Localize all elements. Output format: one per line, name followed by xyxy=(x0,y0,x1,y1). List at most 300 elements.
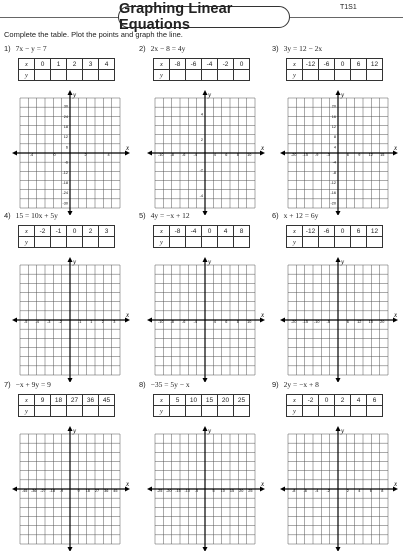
x-tick-label: 10 xyxy=(247,153,252,157)
y-value-cell[interactable] xyxy=(367,237,383,248)
x-tick-label: -6 xyxy=(182,153,186,157)
x-value-cell: -8 xyxy=(170,59,186,70)
y-arrow-down-icon xyxy=(203,547,208,551)
problem-label xyxy=(139,211,265,221)
y-axis-label: y xyxy=(73,258,77,266)
problem-8 xyxy=(139,380,265,493)
value-table xyxy=(153,394,250,417)
table-header-y: y xyxy=(19,237,35,248)
x-tick-label: -27 xyxy=(40,489,46,493)
y-tick-label: -16 xyxy=(330,191,336,196)
table-header-y: y xyxy=(154,237,170,248)
value-table xyxy=(286,225,383,248)
table-header-x: x xyxy=(19,226,35,237)
x-tick-label: 2 xyxy=(101,320,104,324)
x-tick-label: -6 xyxy=(182,320,186,324)
x-tick-label: -2 xyxy=(58,320,62,324)
problem-label xyxy=(4,211,130,221)
value-table xyxy=(18,58,115,81)
x-tick-label: 15 xyxy=(368,320,373,324)
problem-number: 7) xyxy=(4,380,11,389)
y-value-cell[interactable] xyxy=(99,70,115,81)
x-tick-label: 6 xyxy=(346,153,349,157)
x-arrow-left-icon xyxy=(147,318,152,323)
x-value-cell: 0 xyxy=(234,59,250,70)
x-value-cell: 36 xyxy=(83,395,99,406)
y-tick-label: -24 xyxy=(62,191,68,196)
y-value-cell[interactable] xyxy=(319,70,335,81)
problem-label xyxy=(4,44,130,54)
x-value-cell: 15 xyxy=(202,395,218,406)
x-tick-label: 8 xyxy=(236,153,239,157)
coordinate-grid[interactable] xyxy=(4,90,130,215)
y-tick-label: 24 xyxy=(63,114,68,119)
x-value-cell: 1 xyxy=(51,59,67,70)
table-header-y: y xyxy=(154,406,170,417)
x-axis-label: x xyxy=(261,144,265,152)
x-value-cell: 2 xyxy=(335,395,351,406)
x-arrow-left-icon xyxy=(12,487,17,492)
x-value-cell: -12 xyxy=(303,226,319,237)
y-arrow-up-icon xyxy=(336,90,341,95)
equation: −35 = 5y − x xyxy=(150,380,190,389)
value-table xyxy=(153,225,250,248)
value-table xyxy=(286,58,383,81)
x-tick-label: -10 xyxy=(158,153,164,157)
x-axis-label: x xyxy=(394,311,398,319)
x-value-cell: 0 xyxy=(202,226,218,237)
y-tick-label: 8 xyxy=(333,135,336,140)
x-tick-label: -5 xyxy=(326,320,330,324)
x-tick-label: -25 xyxy=(156,489,163,493)
problem-5 xyxy=(139,211,265,324)
equation: 2x − 8 = 4y xyxy=(150,44,186,53)
y-tick-label: -30 xyxy=(62,201,68,206)
y-arrow-up-icon xyxy=(203,257,208,262)
table-header-x: x xyxy=(154,226,170,237)
x-value-cell: 10 xyxy=(186,395,202,406)
x-value-cell: 2 xyxy=(83,226,99,237)
worksheet-code: T1S1 xyxy=(340,4,357,11)
x-axis-label: x xyxy=(126,311,130,319)
x-axis-label: x xyxy=(394,480,398,488)
x-tick-label: -5 xyxy=(194,489,199,493)
y-axis-label: y xyxy=(341,258,345,266)
y-value-cell[interactable] xyxy=(83,406,99,417)
y-value-cell[interactable] xyxy=(35,237,51,248)
y-value-cell[interactable] xyxy=(351,70,367,81)
x-tick-label: 10 xyxy=(220,489,225,493)
y-arrow-up-icon xyxy=(68,257,73,262)
x-tick-label: -45 xyxy=(21,489,28,493)
problem-label xyxy=(272,380,398,390)
value-table xyxy=(18,394,115,417)
y-value-cell[interactable] xyxy=(202,237,218,248)
table-header-x: x xyxy=(287,226,303,237)
x-tick-label: -9 xyxy=(315,153,319,157)
y-tick-label: 6 xyxy=(65,145,68,150)
x-arrow-left-icon xyxy=(147,487,152,492)
y-value-cell[interactable] xyxy=(170,237,186,248)
y-tick-label: -6 xyxy=(64,160,68,165)
y-value-cell[interactable] xyxy=(218,70,234,81)
problem-number: 8) xyxy=(139,380,146,389)
y-tick-label: 18 xyxy=(63,125,68,129)
x-tick-label: 6 xyxy=(225,320,228,324)
x-tick-label: -4 xyxy=(29,153,34,157)
y-tick-label: -8 xyxy=(332,170,336,175)
y-value-cell[interactable] xyxy=(351,237,367,248)
table-header-y: y xyxy=(154,70,170,81)
x-tick-label: 45 xyxy=(113,489,118,493)
y-axis-label: y xyxy=(73,91,77,99)
table-header-x: x xyxy=(154,59,170,70)
y-value-cell[interactable] xyxy=(51,406,67,417)
x-tick-label: -2 xyxy=(326,489,330,493)
x-value-cell: 4 xyxy=(218,226,234,237)
x-value-cell: 9 xyxy=(35,395,51,406)
y-axis-label: y xyxy=(73,427,77,435)
problem-label xyxy=(4,380,130,390)
y-value-cell[interactable] xyxy=(51,237,67,248)
x-value-cell: 18 xyxy=(51,395,67,406)
x-tick-label: -8 xyxy=(170,153,174,157)
x-value-cell: -6 xyxy=(319,59,335,70)
x-tick-label: -8 xyxy=(292,489,296,493)
table-header-x: x xyxy=(154,395,170,406)
equation: 2y = −x + 8 xyxy=(283,380,319,389)
y-value-cell[interactable] xyxy=(218,237,234,248)
y-tick-label: 2 xyxy=(200,137,203,142)
x-tick-label: -4 xyxy=(193,320,197,324)
y-value-cell[interactable] xyxy=(35,406,51,417)
x-tick-label: 9 xyxy=(77,489,80,493)
y-value-cell[interactable] xyxy=(67,70,83,81)
x-tick-label: -15 xyxy=(302,320,308,324)
y-tick-label: -2 xyxy=(199,168,203,173)
problem-number: 9) xyxy=(272,380,279,389)
equation: 15 = 10x + 5y xyxy=(15,211,58,220)
problem-number: 4) xyxy=(4,211,11,220)
y-value-cell[interactable] xyxy=(335,70,351,81)
y-arrow-up-icon xyxy=(203,426,208,431)
y-tick-label: 4 xyxy=(200,112,203,117)
y-arrow-up-icon xyxy=(68,426,73,431)
y-value-cell[interactable] xyxy=(367,406,383,417)
coordinate-grid[interactable] xyxy=(272,426,398,551)
table-header-y: y xyxy=(19,70,35,81)
table-header-y: y xyxy=(287,406,303,417)
page-title: Graphing Linear Equations xyxy=(119,1,233,33)
instructions: Complete the table. Plot the points and graph the line. xyxy=(4,30,183,39)
x-tick-label: 10 xyxy=(247,320,252,324)
y-axis-label: y xyxy=(341,427,345,435)
header-rule-left xyxy=(0,17,118,18)
y-value-cell[interactable] xyxy=(83,70,99,81)
x-tick-label: 4 xyxy=(213,320,216,324)
x-axis-label: x xyxy=(126,144,130,152)
x-value-cell: 0 xyxy=(67,226,83,237)
y-tick-label: 20 xyxy=(331,104,336,109)
x-tick-label: 27 xyxy=(94,489,100,493)
problem-number: 3) xyxy=(272,44,279,53)
x-tick-label: -3 xyxy=(47,320,51,324)
x-tick-label: -4 xyxy=(193,153,197,157)
problem-7 xyxy=(4,380,130,493)
x-value-cell: -1 xyxy=(51,226,67,237)
x-tick-label: -4 xyxy=(35,320,39,324)
x-arrow-left-icon xyxy=(147,151,152,156)
y-value-cell[interactable] xyxy=(202,406,218,417)
value-table xyxy=(153,58,250,81)
coordinate-grid[interactable] xyxy=(272,90,398,215)
problem-label xyxy=(272,211,398,221)
x-value-cell: 4 xyxy=(99,59,115,70)
y-value-cell[interactable] xyxy=(186,237,202,248)
y-value-cell[interactable] xyxy=(170,406,186,417)
x-tick-label: -10 xyxy=(314,320,320,324)
x-arrow-left-icon xyxy=(280,151,285,156)
y-value-cell[interactable] xyxy=(351,406,367,417)
problem-number: 6) xyxy=(272,211,279,220)
x-value-cell: 25 xyxy=(234,395,250,406)
y-value-cell[interactable] xyxy=(67,406,83,417)
x-tick-label: 9 xyxy=(358,153,361,157)
table-header-x: x xyxy=(287,395,303,406)
y-value-cell[interactable] xyxy=(51,70,67,81)
y-value-cell[interactable] xyxy=(303,70,319,81)
table-header-x: x xyxy=(287,59,303,70)
problem-label xyxy=(139,44,265,54)
y-value-cell[interactable] xyxy=(367,70,383,81)
x-tick-label: 12 xyxy=(357,320,362,324)
y-tick-label: -18 xyxy=(62,181,68,185)
x-tick-label: 36 xyxy=(104,489,109,493)
coordinate-grid[interactable] xyxy=(272,257,398,382)
problem-4 xyxy=(4,211,130,324)
y-arrow-up-icon xyxy=(336,257,341,262)
x-tick-label: -15 xyxy=(175,489,181,493)
y-tick-label: 4 xyxy=(333,145,336,150)
x-value-cell: 8 xyxy=(234,226,250,237)
y-value-cell[interactable] xyxy=(335,237,351,248)
x-tick-label: -10 xyxy=(184,489,190,493)
x-tick-label: 20 xyxy=(239,489,244,493)
table-header-y: y xyxy=(287,70,303,81)
y-axis-label: y xyxy=(341,91,345,99)
x-value-cell: 6 xyxy=(367,395,383,406)
y-value-cell[interactable] xyxy=(186,70,202,81)
table-header-y: y xyxy=(19,406,35,417)
x-tick-label: 2 xyxy=(84,153,87,157)
table-header-y: y xyxy=(287,237,303,248)
x-value-cell: 3 xyxy=(99,226,115,237)
y-value-cell[interactable] xyxy=(319,406,335,417)
x-arrow-left-icon xyxy=(280,318,285,323)
y-value-cell[interactable] xyxy=(202,70,218,81)
value-table xyxy=(286,394,383,417)
coordinate-grid[interactable] xyxy=(139,90,265,215)
x-tick-label: 0 xyxy=(53,153,56,157)
equation: 7x − y = 7 xyxy=(15,44,47,53)
y-tick-label: 16 xyxy=(331,114,336,119)
x-value-cell: 12 xyxy=(367,59,383,70)
x-tick-label: 2 xyxy=(346,489,349,493)
x-value-cell: 12 xyxy=(367,226,383,237)
x-value-cell: 3 xyxy=(83,59,99,70)
value-table xyxy=(18,225,115,248)
y-axis-label: y xyxy=(208,91,212,99)
x-tick-label: -20 xyxy=(291,320,297,324)
y-arrow-up-icon xyxy=(336,426,341,431)
y-value-cell[interactable] xyxy=(234,406,250,417)
x-tick-label: -10 xyxy=(158,320,164,324)
x-tick-label: 15 xyxy=(380,153,385,157)
coordinate-grid[interactable] xyxy=(139,426,265,551)
x-value-cell: -2 xyxy=(303,395,319,406)
x-value-cell: -4 xyxy=(202,59,218,70)
y-value-cell[interactable] xyxy=(170,70,186,81)
problem-9 xyxy=(272,380,398,493)
problem-label xyxy=(272,44,398,54)
x-tick-label: -5 xyxy=(24,320,28,324)
x-tick-label: 6 xyxy=(346,320,349,324)
x-axis-label: x xyxy=(261,480,265,488)
x-axis-label: x xyxy=(261,311,265,319)
y-tick-label: -12 xyxy=(62,170,68,175)
y-value-cell[interactable] xyxy=(319,237,335,248)
y-value-cell[interactable] xyxy=(35,70,51,81)
x-tick-label: -6 xyxy=(303,489,307,493)
y-axis-label: y xyxy=(208,258,212,266)
x-tick-label: 12 xyxy=(368,153,373,157)
y-value-cell[interactable] xyxy=(67,237,83,248)
x-tick-label: 5 xyxy=(212,489,215,493)
coordinate-grid[interactable] xyxy=(4,257,130,382)
x-value-cell: 4 xyxy=(351,395,367,406)
y-value-cell[interactable] xyxy=(99,237,115,248)
x-tick-label: 8 xyxy=(236,320,239,324)
problem-number: 5) xyxy=(139,211,146,220)
y-arrow-down-icon xyxy=(68,547,73,551)
x-value-cell: 0 xyxy=(335,59,351,70)
coordinate-grid[interactable] xyxy=(139,257,265,382)
problem-number: 1) xyxy=(4,44,11,53)
y-value-cell[interactable] xyxy=(186,406,202,417)
x-tick-label: -3 xyxy=(326,153,330,157)
x-value-cell: 45 xyxy=(99,395,115,406)
x-tick-label: 15 xyxy=(229,489,235,493)
x-value-cell: -2 xyxy=(35,226,51,237)
y-value-cell[interactable] xyxy=(303,406,319,417)
x-tick-label: 6 xyxy=(369,489,372,493)
x-value-cell: -12 xyxy=(303,59,319,70)
y-value-cell[interactable] xyxy=(83,237,99,248)
coordinate-grid[interactable] xyxy=(4,426,130,551)
x-arrow-left-icon xyxy=(12,151,17,156)
y-tick-label: 12 xyxy=(63,135,68,140)
x-value-cell: -8 xyxy=(170,226,186,237)
problem-number: 2) xyxy=(139,44,146,53)
table-header-x: x xyxy=(19,59,35,70)
x-tick-label: 4 xyxy=(107,153,110,157)
x-tick-label: 18 xyxy=(85,489,90,493)
x-value-cell: -2 xyxy=(218,59,234,70)
y-tick-label: 12 xyxy=(331,125,336,129)
x-tick-label: 25 xyxy=(248,489,253,493)
equation: 3y = 12 − 2x xyxy=(283,44,323,53)
x-tick-label: -1 xyxy=(78,320,82,324)
table-header-x: x xyxy=(19,395,35,406)
y-arrow-up-icon xyxy=(203,90,208,95)
y-arrow-down-icon xyxy=(336,547,341,551)
y-value-cell[interactable] xyxy=(234,237,250,248)
problem-3 xyxy=(272,44,398,206)
x-value-cell: 0 xyxy=(319,395,335,406)
x-value-cell: 27 xyxy=(67,395,83,406)
x-value-cell: -6 xyxy=(186,59,202,70)
equation: x + 12 = 6y xyxy=(283,211,319,220)
x-tick-label: 3 xyxy=(113,320,116,324)
x-tick-label: 8 xyxy=(381,489,384,493)
x-tick-label: 20 xyxy=(380,320,385,324)
y-value-cell[interactable] xyxy=(303,237,319,248)
x-tick-label: -4 xyxy=(315,489,319,493)
x-tick-label: -9 xyxy=(59,489,64,493)
x-value-cell: 6 xyxy=(351,59,367,70)
y-tick-label: -12 xyxy=(330,181,336,185)
x-value-cell: 20 xyxy=(218,395,234,406)
y-arrow-up-icon xyxy=(68,90,73,95)
y-value-cell[interactable] xyxy=(335,406,351,417)
y-tick-label: 30 xyxy=(63,104,68,109)
x-value-cell: -6 xyxy=(319,226,335,237)
x-value-cell: 6 xyxy=(351,226,367,237)
problem-2 xyxy=(139,44,265,198)
x-axis-label: x xyxy=(394,144,398,152)
equation: 4y = −x + 12 xyxy=(150,211,190,220)
x-arrow-left-icon xyxy=(280,487,285,492)
x-axis-label: x xyxy=(126,480,130,488)
equation: −x + 9y = 9 xyxy=(15,380,51,389)
x-arrow-left-icon xyxy=(12,318,17,323)
y-value-cell[interactable] xyxy=(218,406,234,417)
header-rule-right xyxy=(290,17,403,18)
x-tick-label: 1 xyxy=(90,320,93,324)
y-axis-label: y xyxy=(208,427,212,435)
x-tick-label: -20 xyxy=(291,153,297,157)
y-value-cell[interactable] xyxy=(99,406,115,417)
y-tick-label: -20 xyxy=(330,201,336,206)
problem-1 xyxy=(4,44,130,206)
x-tick-label: -15 xyxy=(302,153,308,157)
problem-6 xyxy=(272,211,398,324)
x-value-cell: 5 xyxy=(170,395,186,406)
x-value-cell: 0 xyxy=(35,59,51,70)
x-tick-label: -36 xyxy=(31,489,37,493)
y-tick-label: -4 xyxy=(332,160,336,165)
x-tick-label: 4 xyxy=(213,153,216,157)
x-value-cell: 2 xyxy=(67,59,83,70)
x-tick-label: -20 xyxy=(166,489,172,493)
x-value-cell: 0 xyxy=(335,226,351,237)
problem-label xyxy=(139,380,265,390)
y-value-cell[interactable] xyxy=(234,70,250,81)
x-tick-label: -18 xyxy=(49,489,55,493)
x-tick-label: 6 xyxy=(225,153,228,157)
x-tick-label: -8 xyxy=(170,320,174,324)
x-tick-label: 4 xyxy=(358,489,361,493)
